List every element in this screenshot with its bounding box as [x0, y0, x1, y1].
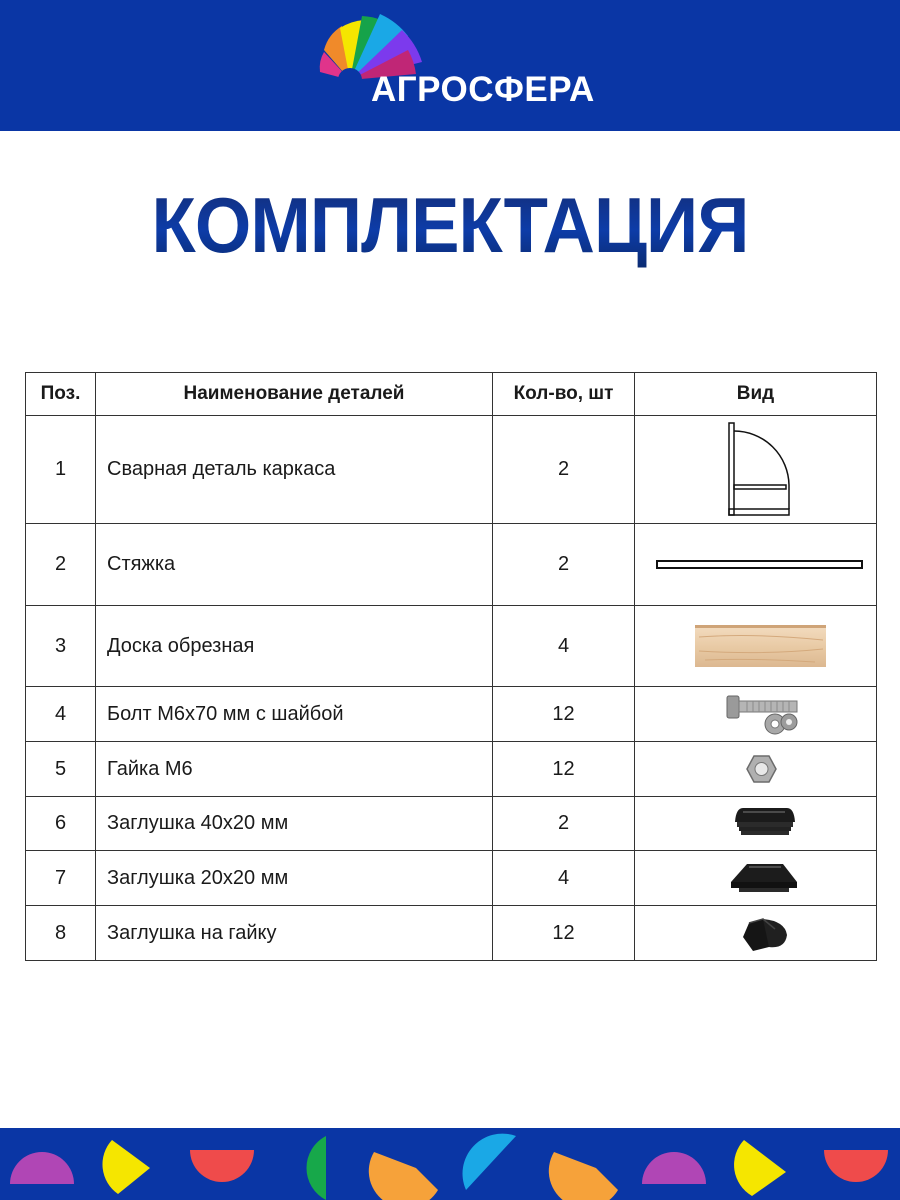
row-position: 1 — [26, 416, 96, 524]
page-title: КОМПЛЕКТАЦИЯ — [32, 180, 869, 271]
row-part-name: Доска обрезная — [96, 606, 493, 687]
parts-table — [25, 372, 877, 961]
row-quantity: 12 — [493, 687, 635, 742]
table-row — [26, 687, 877, 742]
header-quantity: Кол-во, шт — [493, 373, 635, 416]
header-part-name: Наименование деталей — [96, 373, 493, 416]
table-row — [26, 606, 877, 687]
brand-name: АГРОСФЕРА — [371, 70, 595, 109]
hex-nut-icon — [635, 743, 877, 796]
table-header-row — [26, 373, 877, 416]
row-part-name: Сварная деталь каркаса — [96, 416, 493, 524]
nut-cap-icon — [635, 907, 877, 960]
bolt-with-washer-icon — [635, 688, 877, 741]
header-position: Поз. — [26, 373, 96, 416]
decorative-shapes-icon — [0, 1128, 900, 1200]
header-banner — [0, 0, 900, 131]
tie-bar-icon — [635, 525, 877, 605]
row-position: 6 — [26, 797, 96, 851]
row-part-name: Болт М6х70 мм с шайбой — [96, 687, 493, 742]
row-part-name: Заглушка на гайку — [96, 906, 493, 961]
table-row — [26, 742, 877, 797]
row-quantity: 2 — [493, 797, 635, 851]
welded-frame-part-icon — [635, 417, 877, 523]
row-quantity: 12 — [493, 742, 635, 797]
row-quantity: 4 — [493, 851, 635, 906]
row-quantity: 2 — [493, 416, 635, 524]
row-position: 2 — [26, 524, 96, 606]
header-view: Вид — [635, 373, 877, 416]
table-row — [26, 524, 877, 606]
plug-20x20-icon — [635, 852, 877, 905]
footer-banner — [0, 1128, 900, 1200]
plug-40x20-icon — [635, 798, 877, 850]
table-row — [26, 906, 877, 961]
table-row — [26, 416, 877, 524]
wooden-board-icon — [635, 607, 877, 686]
row-position: 3 — [26, 606, 96, 687]
row-part-name: Заглушка 40х20 мм — [96, 797, 493, 851]
table-row — [26, 851, 877, 906]
row-position: 7 — [26, 851, 96, 906]
row-quantity: 2 — [493, 524, 635, 606]
row-position: 4 — [26, 687, 96, 742]
row-position: 5 — [26, 742, 96, 797]
row-part-name: Гайка М6 — [96, 742, 493, 797]
row-quantity: 4 — [493, 606, 635, 687]
row-position: 8 — [26, 906, 96, 961]
table-row — [26, 797, 877, 851]
row-part-name: Заглушка 20х20 мм — [96, 851, 493, 906]
row-part-name: Стяжка — [96, 524, 493, 606]
row-quantity: 12 — [493, 906, 635, 961]
